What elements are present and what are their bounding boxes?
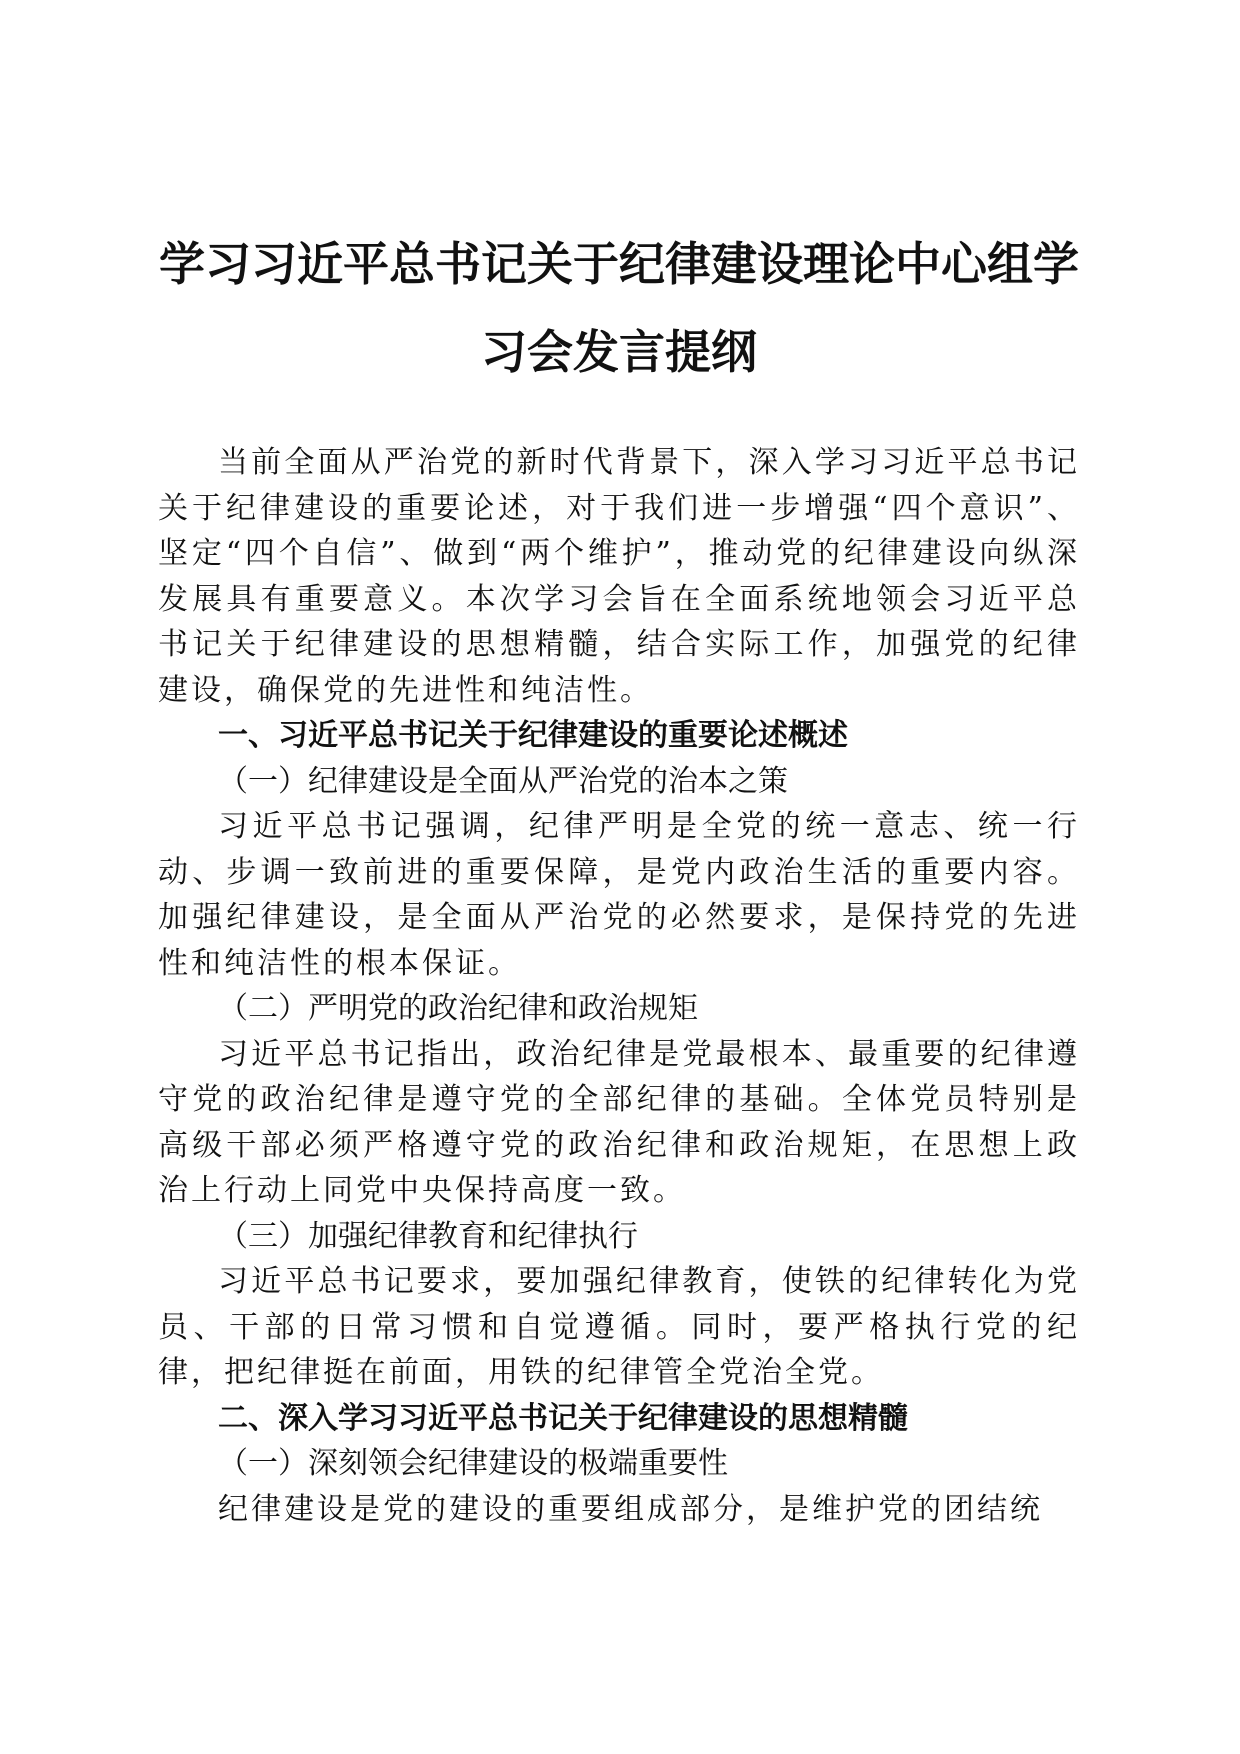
- section-1-sub-2-heading: （二）严明党的政治纪律和政治规矩: [218, 991, 698, 1026]
- section-2-heading: 二、深入学习习近平总书记关于纪律建设的思想精髓: [218, 1400, 908, 1436]
- section-2-sub-1-heading: （一）深刻领会纪律建设的极端重要性: [218, 1446, 728, 1481]
- section-2-sub-1-paragraph: 纪律建设是党的建设的重要组成部分，是维护党的团结统: [218, 1491, 1043, 1527]
- title-line-1: 学习习近平总书记关于纪律建设理论中心组学: [159, 237, 1079, 291]
- document-body: [158, 440, 1080, 1532]
- document-page: [158, 220, 1080, 1532]
- section-1-sub-1-paragraph: 习近平总书记强调，纪律严明是全党的统一意志、统一行动、步调一致前进的重要保障，是党内政治生活的重要内容。加强纪律建设，是全面从严治党的必然要求，是保持党的先进性和纯洁性的根本保证。: [158, 809, 1080, 981]
- section-1-heading: 一、习近平总书记关于纪律建设的重要论述概述: [218, 718, 848, 753]
- section-1-sub-1-heading: （一）纪律建设是全面从严治党的治本之策: [218, 763, 788, 799]
- document-title: [158, 220, 1080, 396]
- intro-paragraph: 当前全面从严治党的新时代背景下，深入学习习近平总书记关于纪律建设的重要论述，对于我们进一步增强“四个意识”、坚定“四个自信”、做到“两个维护”，推动党的纪律建设向纵深发展具有重要意义。本次学习会旨在全面系统地领会习近平总书记关于纪律建设的思想精髓，结合实际工作，加强党的纪律建设，确保党的先进性和纯洁性。: [158, 445, 1080, 708]
- section-1-sub-2-paragraph: 习近平总书记指出，政治纪律是党最根本、最重要的纪律遵守党的政治纪律是遵守党的全部纪律的基础。全体党员特别是高级干部必须严格遵守党的政治纪律和政治规矩，在思想上政治上行动上同党中央保持高度一致。: [158, 1036, 1080, 1208]
- section-1-sub-3-paragraph: 习近平总书记要求，要加强纪律教育，使铁的纪律转化为党员、干部的日常习惯和自觉遵循。同时，要严格执行党的纪律，把纪律挺在前面，用铁的纪律管全党治全党。: [158, 1264, 1080, 1390]
- section-1-sub-3-heading: （三）加强纪律教育和纪律执行: [218, 1218, 638, 1254]
- title-line-2: 习会发言提纲: [481, 325, 757, 379]
